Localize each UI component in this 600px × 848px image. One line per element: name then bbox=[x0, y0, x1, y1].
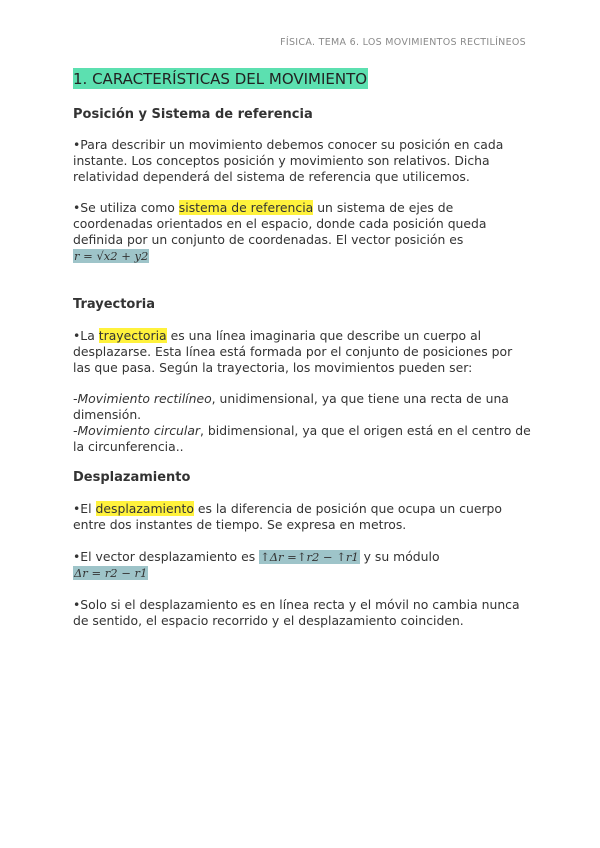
paragraph-posicion-1: •Para describir un movimiento debemos conocer su posición en cada instante. Los conceptos posición y movimiento son relativos. Dicha relatividad dependerá del sistema de referencia que utilicemos. bbox=[73, 137, 504, 184]
text-segment: •El bbox=[73, 501, 96, 516]
text-segment: un sistema de ejes de coordenadas orientados en el espacio, donde cada posición queda definida por un conjunto de coordenadas. El vector posición es bbox=[73, 200, 487, 247]
paragraph-desplazamiento-3: •Solo si el desplazamiento es en línea recta y el móvil no cambia nunca de sentido, el espacio recorrido y el desplazamiento coinciden. bbox=[73, 597, 520, 628]
text-segment: , unidimensional, ya que tiene una recta de una dimensión. bbox=[73, 391, 509, 422]
text-segment: •Se utiliza como bbox=[73, 200, 179, 215]
text-segment: , bidimensional, ya que el origen está en el centro de la circunferencia.. bbox=[73, 423, 531, 454]
term-emphasis: -Movimiento rectilíneo bbox=[73, 391, 212, 406]
highlighted-term: trayectoria bbox=[98, 328, 167, 343]
formula-displacement-modulus: Δr = r2 − r1 bbox=[74, 566, 148, 580]
heading-trayectoria: Trayectoria bbox=[73, 297, 156, 312]
term-emphasis: -Movimiento circular bbox=[73, 423, 201, 438]
highlighted-term: sistema de referencia bbox=[178, 200, 314, 215]
text-segment: es la diferencia de posición que ocupa un cuerpo entre dos instantes de tiempo. Se expresa en metros. bbox=[73, 501, 503, 532]
paragraph-posicion-2 bbox=[73, 200, 531, 264]
text-segment: es una línea imaginaria que describe un cuerpo al desplazarse. Esta línea está formada por el conjunto de posiciones por las que pasa. Según la trayectoria, los movimientos pueden ser: bbox=[73, 328, 513, 375]
running-header: FÍSICA. TEMA 6. LOS MOVIMIENTOS RECTILÍNEOS bbox=[280, 37, 526, 48]
text-segment: •La bbox=[73, 328, 99, 343]
formula-position-vector: r = √x2 + y2 bbox=[74, 249, 149, 263]
paragraph-desplazamiento-2 bbox=[73, 549, 531, 581]
heading-desplazamiento: Desplazamiento bbox=[73, 470, 191, 485]
heading-posicion: Posición y Sistema de referencia bbox=[73, 107, 313, 122]
text-segment: y su módulo bbox=[359, 549, 440, 564]
text-segment: •El vector desplazamiento es bbox=[73, 549, 260, 564]
paragraph-trayectoria-1 bbox=[73, 328, 531, 376]
highlighted-term: desplazamiento bbox=[95, 501, 194, 516]
formula-displacement-vector: ↑Δr =↑r2 − ↑r1 bbox=[260, 550, 359, 564]
list-item-rectilineo bbox=[73, 391, 531, 423]
list-item-circular bbox=[73, 423, 531, 455]
paragraph-desplazamiento-1 bbox=[73, 501, 531, 533]
section-title: 1. CARACTERÍSTICAS DEL MOVIMIENTO bbox=[73, 70, 368, 88]
